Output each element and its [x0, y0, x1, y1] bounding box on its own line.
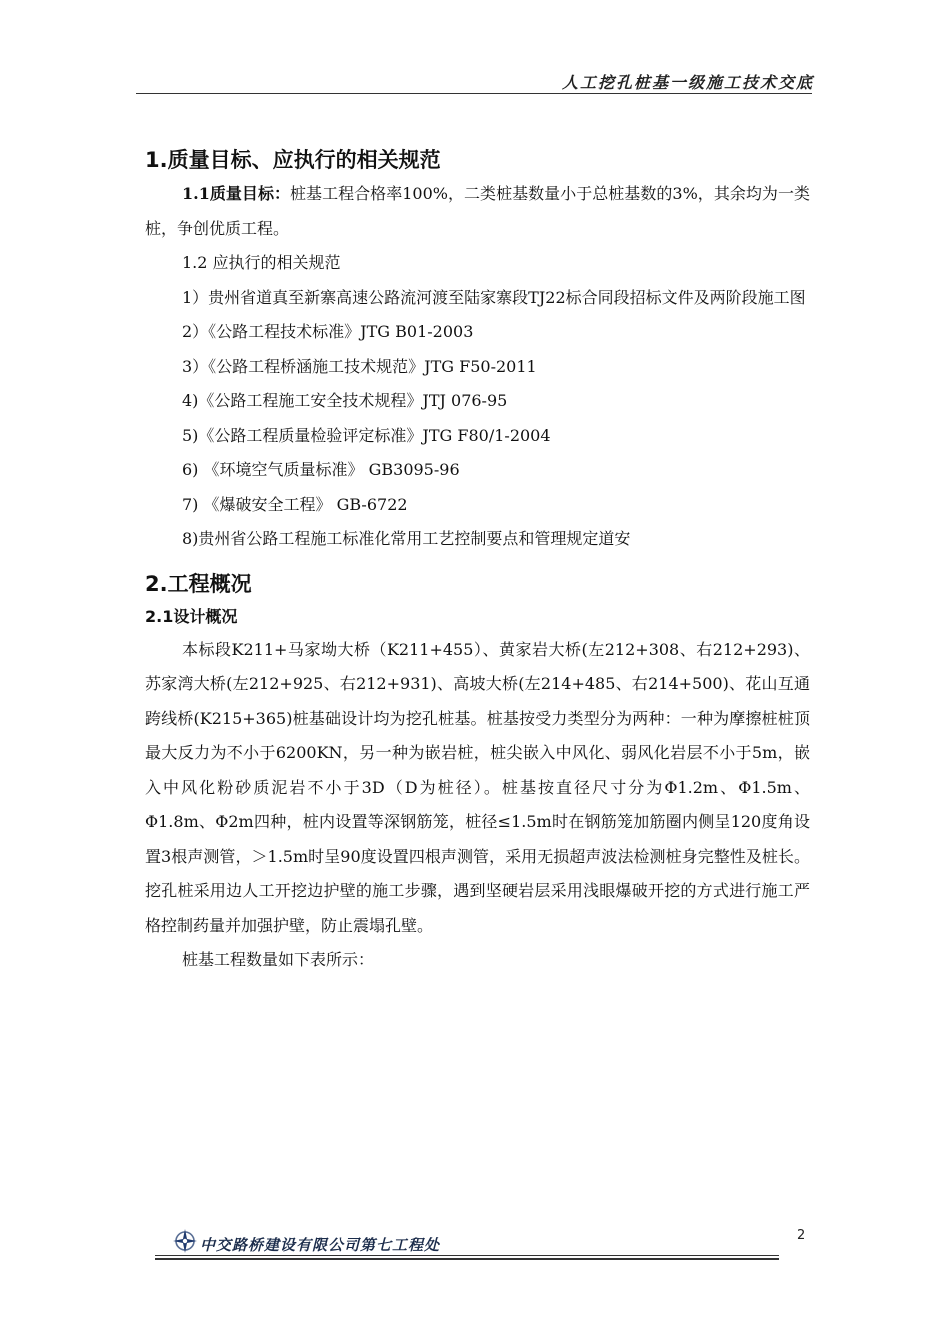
crossroads-star-icon	[172, 1228, 198, 1254]
norm-item-3: 3）《公路工程桥涵施工技术规范》JTG F50-2011	[182, 356, 537, 376]
norm-item-2: 2）《公路工程技术标准》JTG B01-2003	[182, 322, 474, 341]
norm-item-7: 7) 《爆破安全工程》 GB-6722	[182, 494, 408, 514]
design-overview-heading: 2.1设计概况	[145, 606, 238, 626]
main-content	[145, 143, 810, 978]
footer-rule-thick	[155, 1258, 779, 1260]
quality-goal-paragraph	[145, 177, 810, 246]
norm-item-8: 8)贵州省公路工程施工标准化常用工艺控制要点和管理规定道安	[182, 529, 631, 548]
norms-heading: 1.2 应执行的相关规范	[182, 253, 341, 272]
quality-goal-label: 1.1质量目标：	[182, 184, 291, 203]
footer-company-name: 中交路桥建设有限公司第七工程处	[200, 1236, 441, 1254]
norm-item-5: 5)《公路工程质量检验评定标准》JTG F80/1-2004	[182, 425, 551, 445]
section1-heading: 1.质量目标、应执行的相关规范	[145, 148, 441, 172]
table-intro: 桩基工程数量如下表所示：	[182, 950, 375, 969]
section2-heading: 2.工程概况	[145, 571, 252, 596]
norm-item-6: 6) 《环境空气质量标准》 GB3095-96	[182, 460, 460, 479]
quality-goal-text: 桩基工程合格率100%，二类桩基数量小于总桩基数的3%，其余均为一类桩，争创优质工程。	[145, 184, 810, 238]
section-gap	[145, 557, 810, 567]
header-rule	[136, 93, 812, 94]
header-title: 人工挖孔桩基一级施工技术交底	[561, 73, 814, 92]
footer-rule-thin	[155, 1255, 779, 1256]
norm-item-1: 1）贵州省道真至新寨高速公路流河渡至陆家寨段TJ22标合同段招标文件及两阶段施工图	[182, 287, 806, 307]
page-number: 2	[797, 1228, 806, 1243]
norm-item-4: 4)《公路工程施工安全技术规程》JTJ 076-95	[182, 391, 508, 410]
design-overview-paragraph: 本标段K211+马家坳大桥（K211+455）、黄家岩大桥(左212+308、右212+293)、苏家湾大桥(左212+925、右212+931)、高坡大桥(左214+485、右214+500)、花山互通跨线桥(K215+365)桩基础设计均为挖孔桩基。桩基按受力类型分为两种：一种为摩擦桩桩顶最大反力为不小于6200KN，另一种为嵌岩桩，桩尖嵌入中风化、弱风化岩层不小于5m，嵌入中风化粉砂质泥岩不小于3D（D为桩径）。桩基按直径尺寸分为Φ1.2m、Φ1.5m、Φ1.8m、Φ2m四种，桩内设置等深钢筋笼，桩径≤1.5m时在钢筋笼加筋圈内侧呈120度角设置3根声测管，＞1.5m时呈90度设置四根声测管，采用无损超声波法检测桩身完整性及桩长。挖孔桩采用边人工开挖边护壁的施工步骤，遇到坚硬岩层采用浅眼爆破开挖的方式进行施工严格控制药量并加强护壁，防止震塌孔壁。	[145, 639, 810, 935]
